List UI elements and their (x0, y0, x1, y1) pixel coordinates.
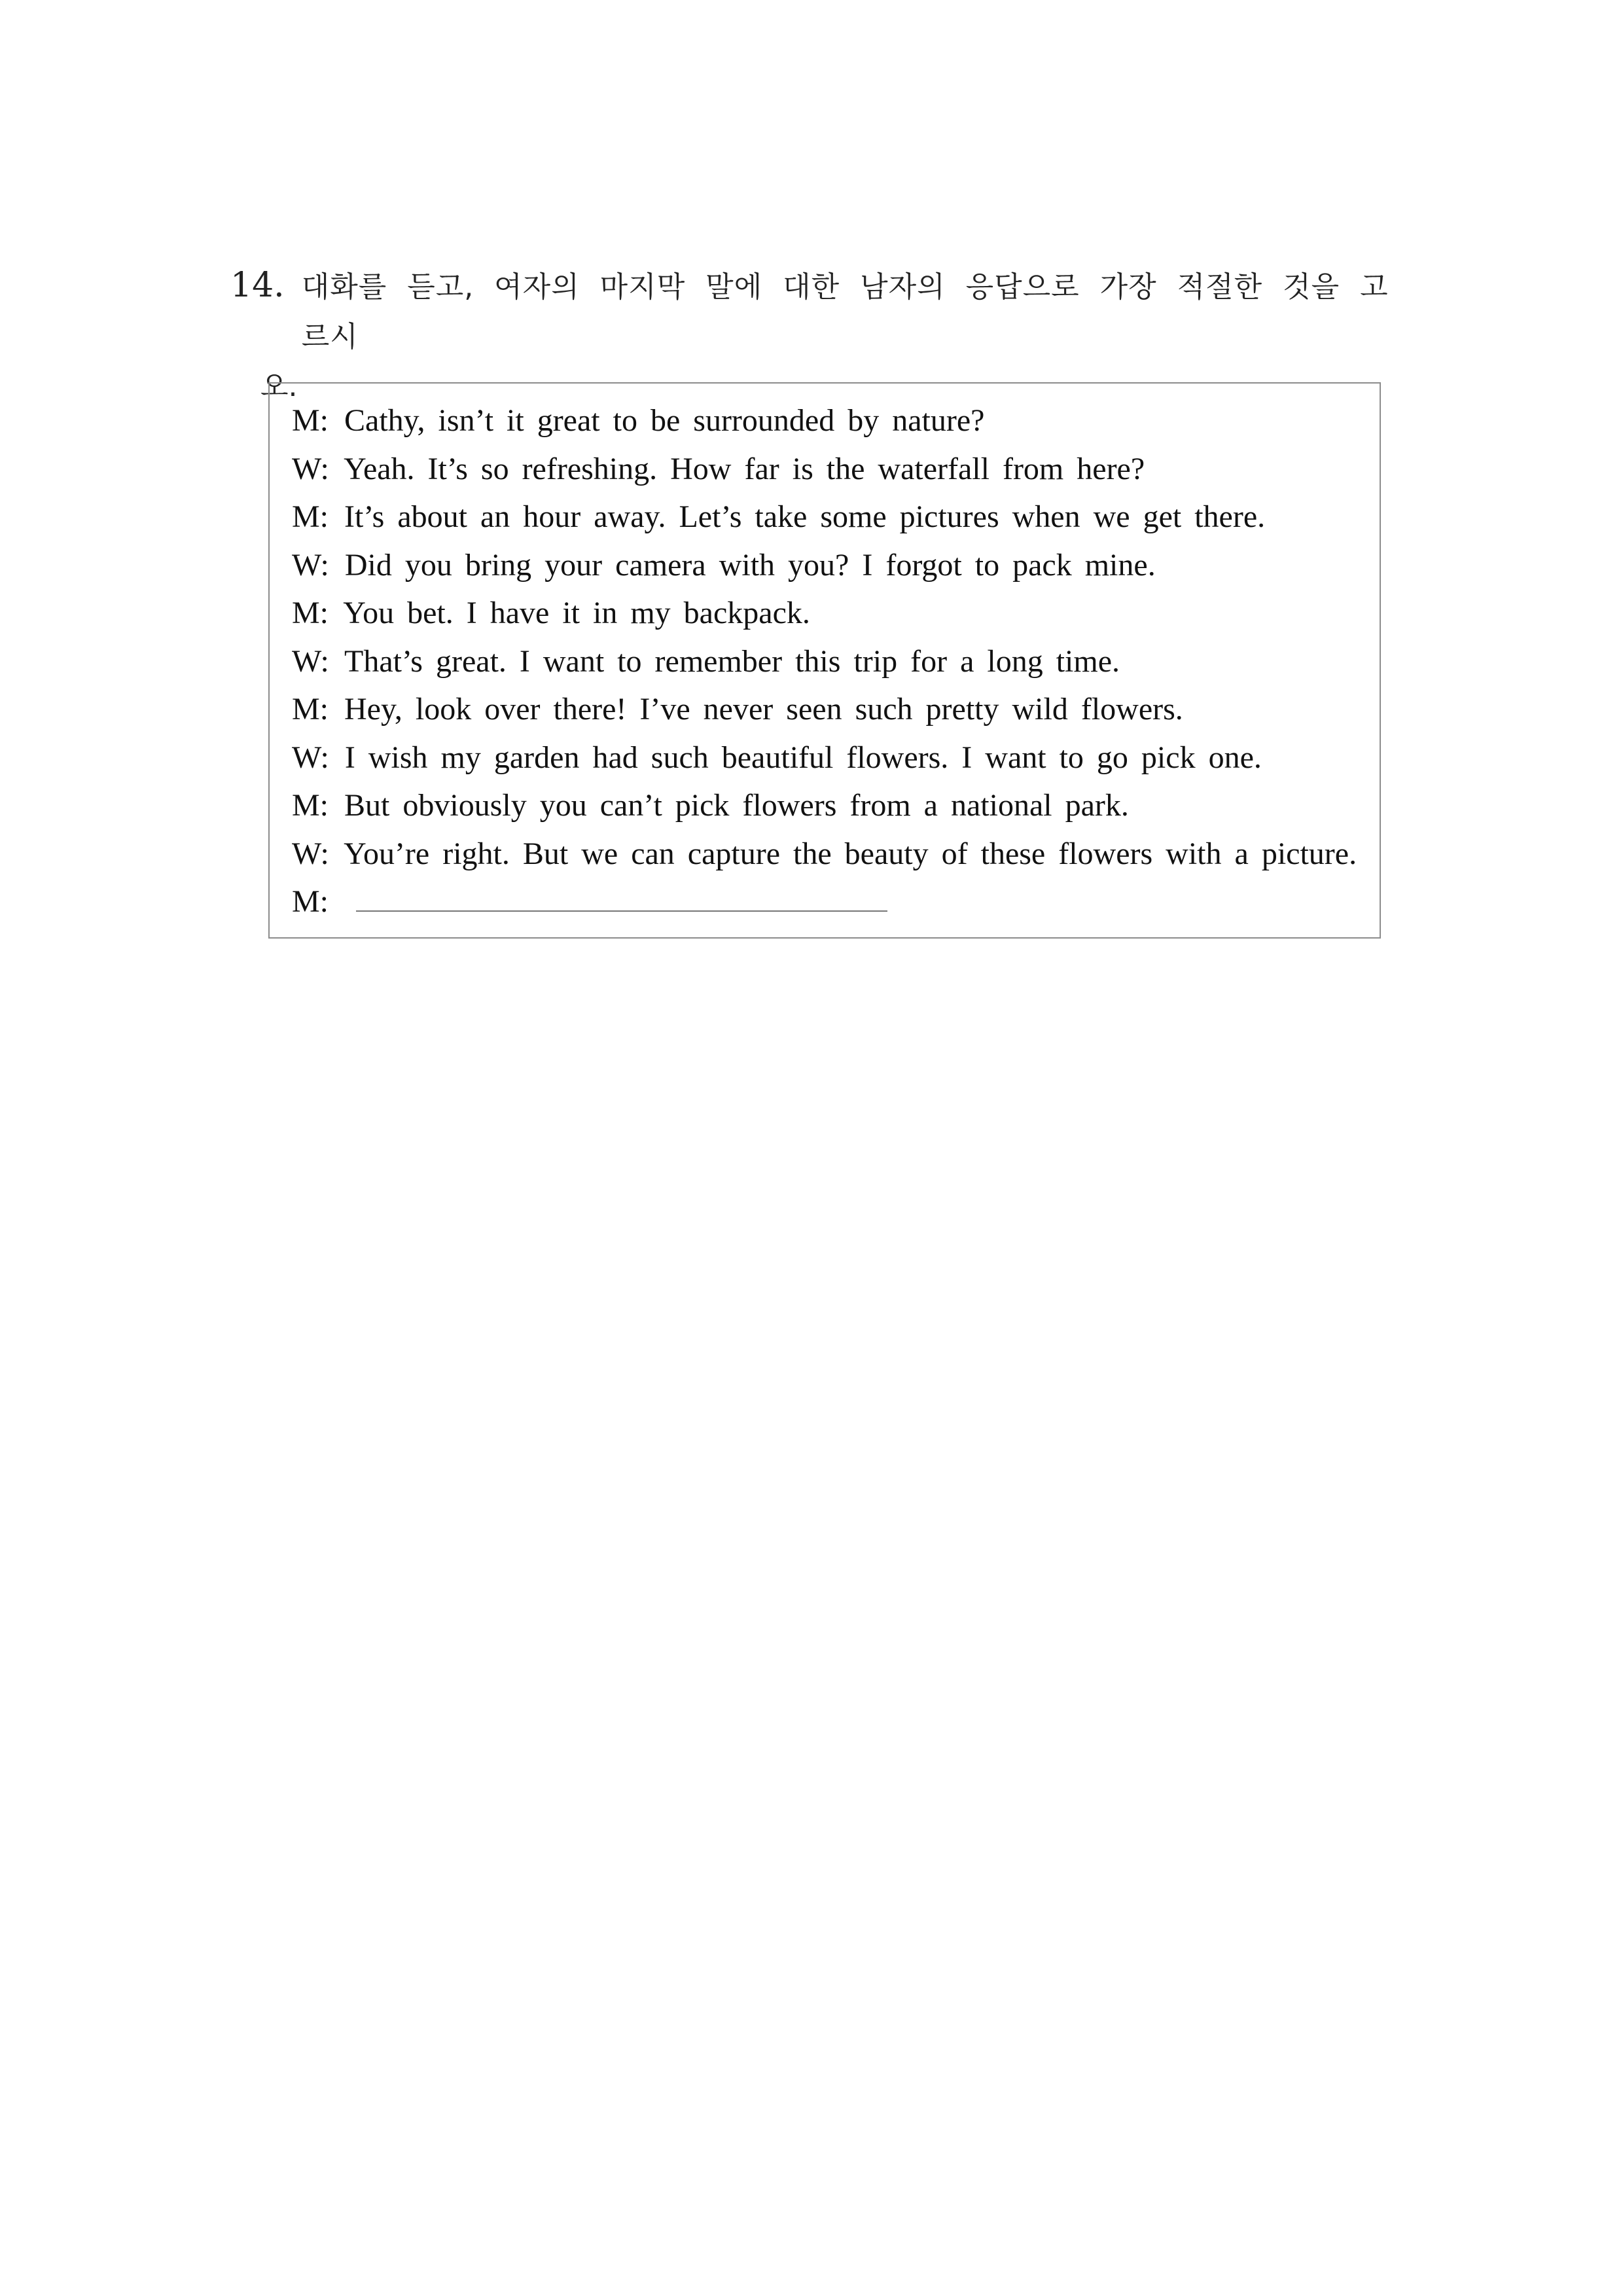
question-number: 14. (230, 266, 285, 305)
dialogue-line (292, 781, 1380, 830)
dialogue-text: Yeah. It’s so refreshing. How far is the waterfall from here? (344, 451, 1145, 486)
dialogue-line (292, 830, 1380, 878)
dialogue-line (292, 445, 1380, 493)
dialogue-line (292, 541, 1380, 590)
dialogue-text: I wish my garden had such beautiful flowers. I want to go pick one. (344, 740, 1262, 775)
speaker-label: M: (292, 403, 329, 438)
dialogue-line (292, 734, 1380, 782)
dialogue-text: That’s great. I want to remember this trip for a long time. (344, 643, 1120, 679)
dialogue-text: It’s about an hour away. Let’s take some pictures when we get there. (344, 499, 1266, 534)
dialogue-line (292, 589, 1380, 637)
speaker-label: M: (292, 499, 329, 534)
dialogue-line (292, 397, 1380, 445)
dialogue-text: You bet. I have it in my backpack. (343, 596, 810, 630)
dialogue-text: Cathy, isn’t it great to be surrounded by nature? (344, 403, 985, 438)
speaker-label: M: (292, 788, 329, 823)
dialogue-text: Hey, look over there! I’ve never seen such pretty wild flowers. (344, 692, 1183, 726)
question-text: 대화를 듣고, 여자의 마지막 말에 대한 남자의 응답으로 가장 적절한 것을 고르시 (301, 270, 1389, 353)
dialogue-text: You’re right. But we can capture the beauty of these flowers with a picture. (344, 836, 1357, 871)
speaker-label: W: (292, 643, 329, 679)
dialogue-box (268, 382, 1381, 939)
dialogue-text: Did you bring your camera with you? I forgot to pack mine. (344, 547, 1156, 583)
dialogue-line-response (292, 878, 1380, 926)
speaker-label: M: (292, 884, 329, 919)
speaker-label: M: (292, 596, 329, 630)
question-line (230, 260, 1395, 362)
question-text-continued: 오. (260, 370, 298, 403)
dialogue-line (292, 685, 1380, 734)
speaker-label: W: (292, 451, 329, 486)
dialogue-line (292, 637, 1380, 686)
dialogue-text: But obviously you can’t pick flowers from a national park. (344, 788, 1129, 823)
speaker-label: W: (292, 547, 329, 583)
speaker-label: M: (292, 692, 329, 726)
dialogue-line (292, 493, 1380, 541)
answer-blank (356, 891, 887, 912)
speaker-label: W: (292, 836, 329, 871)
speaker-label: W: (292, 740, 329, 775)
